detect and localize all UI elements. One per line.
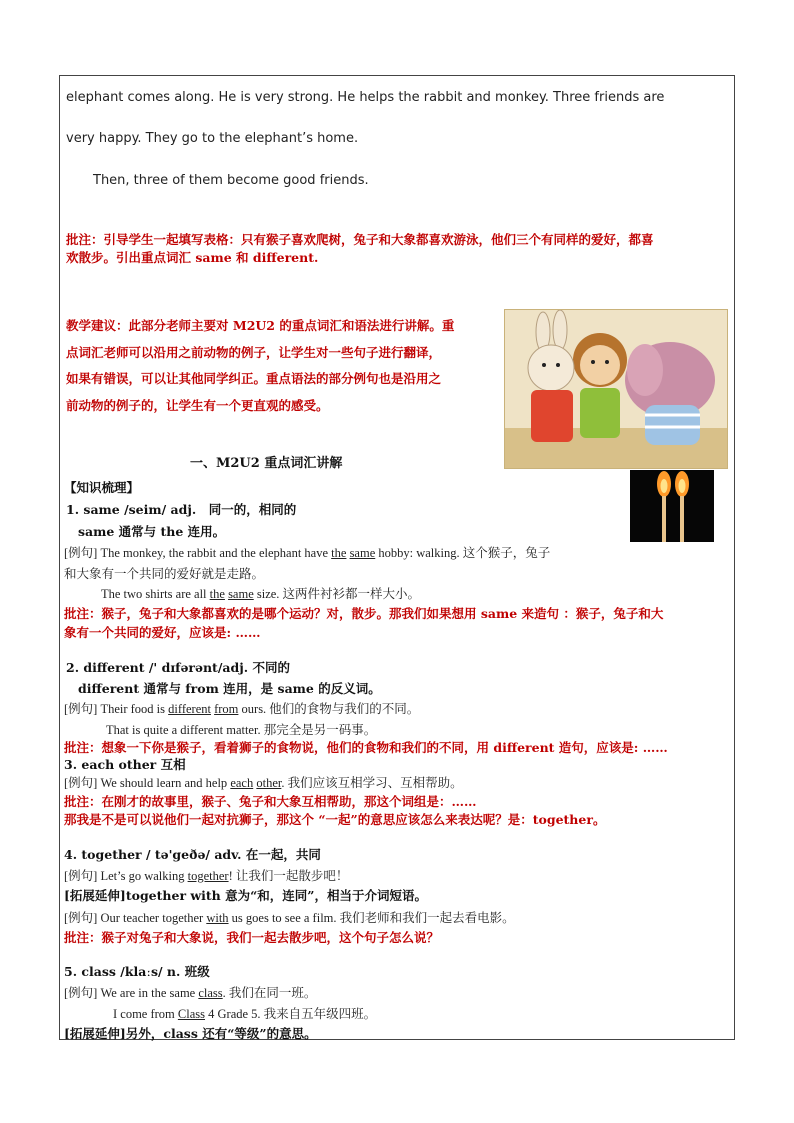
- word-5-example-1: [例句] We are in the same class. 我们在同一班。: [64, 986, 317, 1000]
- note-fill-table-2: 欢散步。引出重点词汇 same 和 different.: [66, 250, 319, 265]
- advice-line-4: 前动物的例子的，让学生有一个更直观的感受。: [66, 398, 329, 413]
- word-1-note-2: 象有一个共同的爱好，应该是: ……: [64, 625, 261, 640]
- cartoon-illustration-icon: [505, 310, 727, 468]
- advice-line-2: 点词汇老师可以沿用之前动物的例子，让学生对一些句子进行翻译，: [66, 345, 442, 360]
- word-3-example: [例句] We should learn and help each other. 我们应该互相学习、互相帮助。: [64, 776, 463, 790]
- word-2-example-2: That is quite a different matter. 那完全是另一码事。: [106, 723, 377, 737]
- word-2-note: 批注：想象一下你是猴子，看着狮子的食物说，他们的食物和我们的不同，用 different 造句，应该是: ……: [64, 740, 668, 755]
- word-1-example-1-cont: 和大象有一个共同的爱好就是走路。: [64, 567, 265, 581]
- section-title: 一、M2U2 重点词汇讲解: [190, 456, 343, 471]
- word-1-heading: 1. same /seim/ adj. 同一的，相同的: [66, 502, 297, 517]
- word-3-note-2: 那我是不是可以说他们一起对抗狮子，那这个 “一起”的意思应该怎么来表达呢？是：together。: [64, 812, 606, 827]
- word-3-heading: 3. each other 互相: [64, 757, 186, 772]
- word-5-example-2: I come from Class 4 Grade 5. 我来自五年级四班。: [113, 1007, 377, 1021]
- word-2-example-1: [例句] Their food is different from ours. 他们的食物与我们的不同。: [64, 702, 420, 716]
- word-5-heading: 5. class /klaːs/ n. 班级: [64, 964, 210, 979]
- word-3-note-1: 批注：在刚才的故事里，猴子、兔子和大象互相帮助，那这个词组是：……: [64, 794, 477, 809]
- matches-image: [630, 470, 714, 542]
- word-1-usage: same 通常与 the 连用。: [78, 524, 226, 539]
- word-4-note: 批注：猴子对兔子和大象说，我们一起去散步吧，这个句子怎么说？: [64, 930, 440, 945]
- word-4-extension: [拓展延伸]together with 意为“和，连同”，相当于介词短语。: [64, 888, 427, 903]
- word-2-usage: different 通常与 from 连用，是 same 的反义词。: [78, 681, 381, 696]
- word-1-example-1: [例句] The monkey, the rabbit and the elephant have the same hobby: walking. 这个猴子，兔子: [64, 546, 551, 560]
- word-4-example-1: [例句] Let’s go walking together! 让我们一起散步吧！: [64, 869, 349, 883]
- word-1-note-1: 批注：猴子，兔子和大象都喜欢的是哪个运动？对，散步。那我们如果想用 same 来造句 ：猴子，兔子和大: [64, 606, 664, 621]
- burning-matches-icon: [630, 470, 714, 542]
- word-5-extension: [拓展延伸]另外，class 还有“等级”的意思。: [64, 1026, 317, 1041]
- word-4-heading: 4. together / tə'geðə/ adv. 在一起，共同: [64, 847, 321, 862]
- word-1-example-2: The two shirts are all the same size. 这两件衬衫都一样大小。: [101, 587, 421, 601]
- advice-line-1: 教学建议：此部分老师主要对 M2U2 的重点词汇和语法进行讲解。重: [66, 318, 455, 333]
- word-2-heading: 2. different /' dɪfərənt/adj. 不同的: [66, 660, 290, 675]
- story-line-1: elephant comes along. He is very strong. He helps the rabbit and monkey. Three friends are: [66, 90, 665, 105]
- word-4-example-2: [例句] Our teacher together with us goes to see a film. 我们老师和我们一起去看电影。: [64, 911, 515, 925]
- knowledge-header: 【知识梳理】: [64, 480, 140, 495]
- note-fill-table-1: 批注：引导学生一起填写表格：只有猴子喜欢爬树，兔子和大象都喜欢游泳，他们三个有同样的爱好，都喜: [66, 232, 654, 247]
- story-line-2: very happy. They go to the elephant’s home.: [66, 131, 359, 146]
- advice-line-3: 如果有错误，可以让其他同学纠正。重点语法的部分例句也是沿用之: [66, 371, 442, 386]
- story-line-3: Then, three of them become good friends.: [93, 173, 369, 188]
- cartoon-image: [504, 309, 728, 469]
